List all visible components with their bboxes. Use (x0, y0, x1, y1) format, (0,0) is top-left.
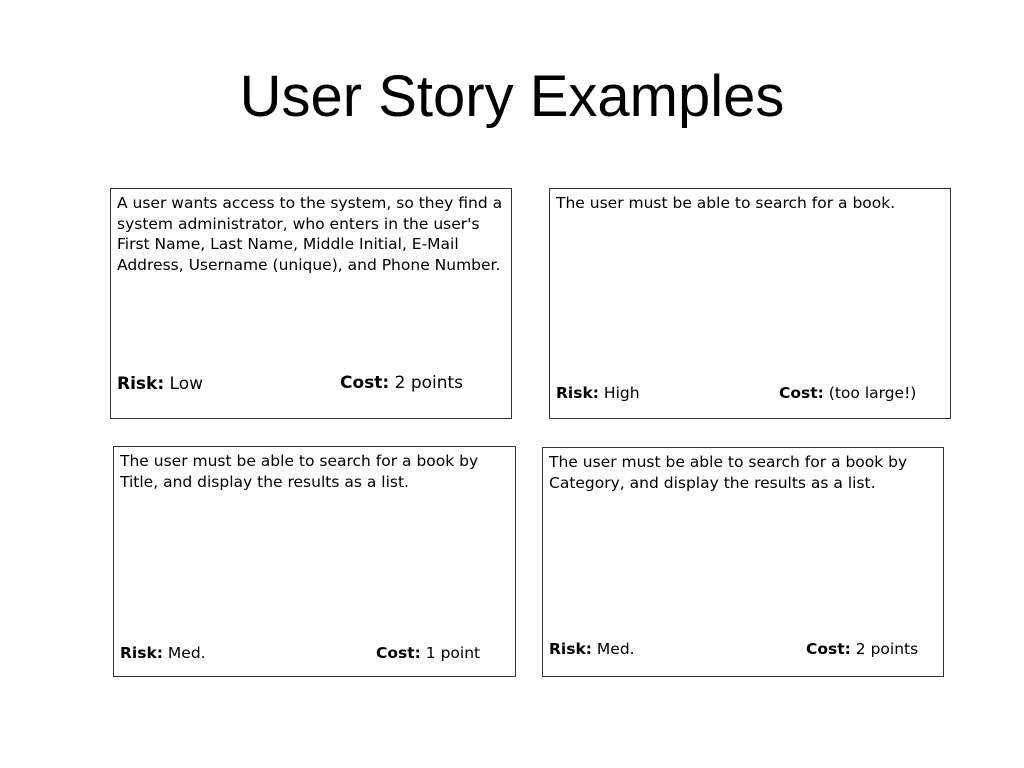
cost-value: 1 point (425, 644, 481, 662)
risk-label: Risk: (117, 374, 165, 394)
risk-value: High (603, 384, 640, 402)
story-card (113, 446, 516, 677)
cost-label: Cost: (779, 384, 824, 402)
risk-value: Med. (167, 644, 206, 662)
cost-field (779, 384, 916, 402)
cost-value: 2 points (394, 373, 464, 393)
story-card (110, 188, 512, 419)
story-text: The user must be able to search for a book by Category, and display the results as a list. (549, 453, 908, 492)
slide-title: User Story Examples (239, 64, 785, 129)
story-text: The user must be able to search for a book. (556, 194, 896, 212)
risk-field (556, 384, 640, 402)
story-text: A user wants access to the system, so they find a system administrator, who enters in the user's First Name, Last Name, Middle Initial, E-Mail Address, Username (unique), and Phone Number. (117, 194, 503, 274)
cost-value: (too large!) (828, 384, 917, 402)
risk-value: Low (169, 374, 204, 394)
risk-field (120, 644, 206, 662)
risk-label: Risk: (556, 384, 599, 402)
story-card (549, 188, 951, 419)
cost-label: Cost: (376, 644, 421, 662)
cost-field (340, 373, 463, 393)
risk-field (549, 640, 635, 658)
risk-value: Med. (596, 640, 635, 658)
story-card (542, 447, 944, 677)
cost-label: Cost: (806, 640, 851, 658)
cost-label: Cost: (340, 373, 390, 393)
risk-label: Risk: (120, 644, 163, 662)
story-text: The user must be able to search for a book by Title, and display the results as a list. (120, 452, 479, 491)
cost-value: 2 points (855, 640, 919, 658)
cost-field (806, 640, 918, 658)
risk-label: Risk: (549, 640, 592, 658)
risk-field (117, 374, 203, 394)
cost-field (376, 644, 480, 662)
